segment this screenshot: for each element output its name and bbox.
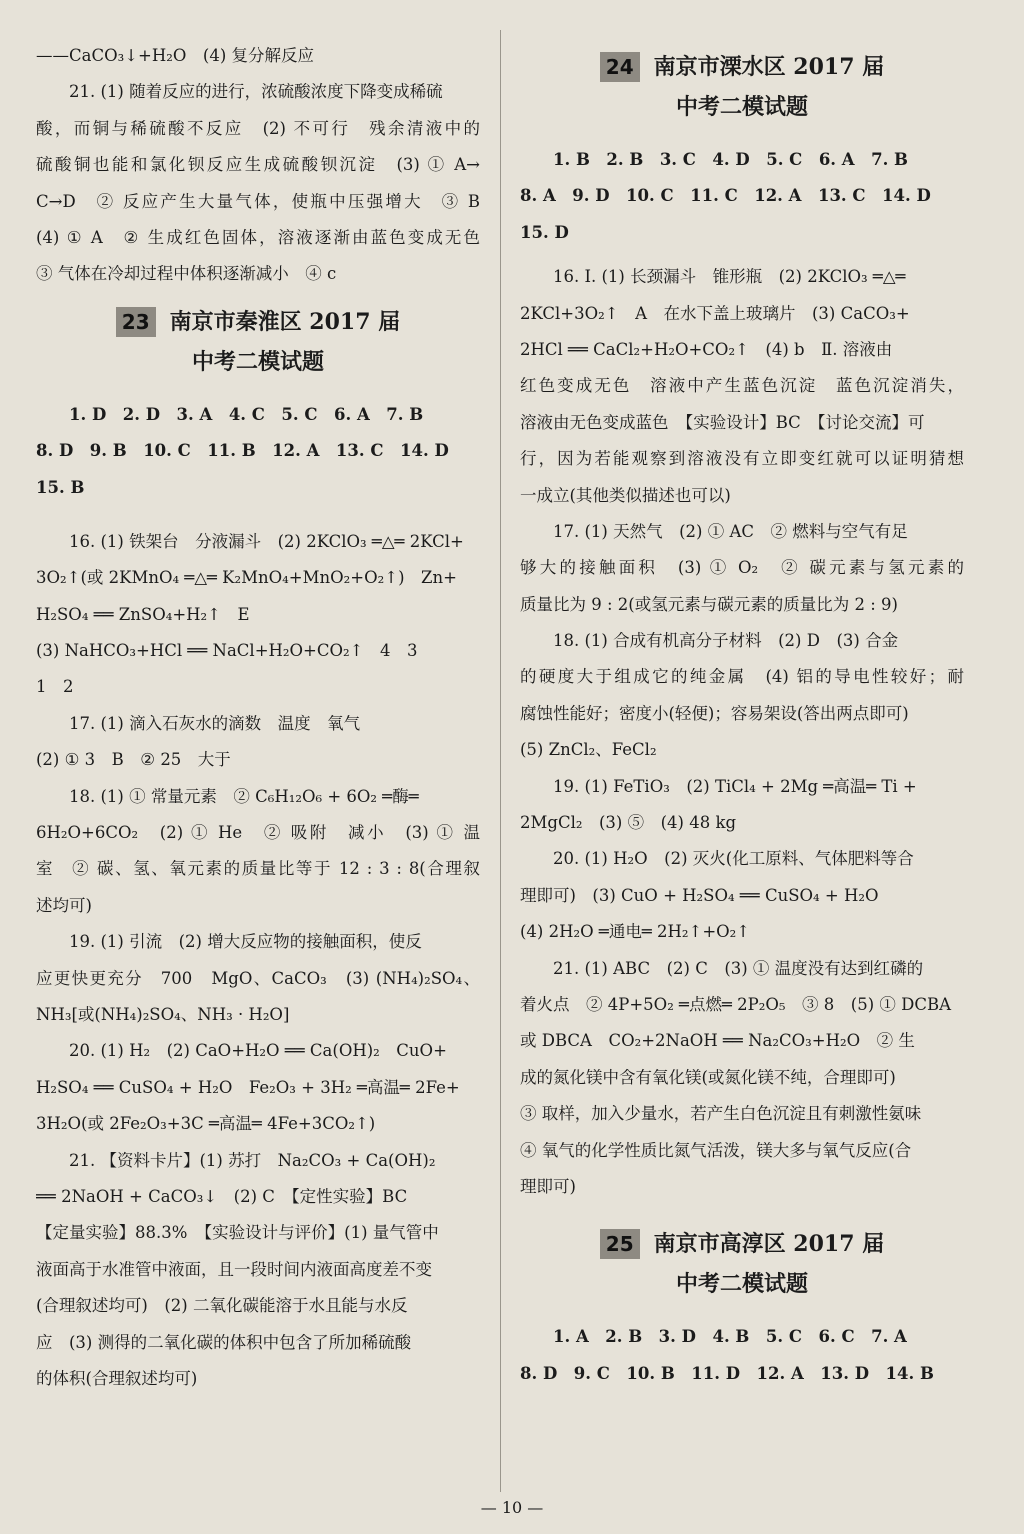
text-line: 17. (1) 天然气 (2) ① AC ② 燃料与空气有足 [553,521,908,541]
text-line: 2KCl+3O₂↑ A 在水下盖上玻璃片 (3) CaCO₃+ [520,303,910,323]
text-line: 质量比为 9 : 2(或氢元素与碳元素的质量比为 2 : 9) [520,594,898,614]
text-line: 应 (3) 测得的二氧化碳的体积中包含了所加稀硫酸 [36,1332,412,1352]
text-line: 16. Ⅰ. (1) 长颈漏斗 锥形瓶 (2) 2KClO₃ ═△═ [553,267,906,287]
text-line: 19. (1) FeTiO₃ (2) TiCl₄ + 2Mg ═高温═ Ti + [553,776,917,796]
text-line: (3) NaHCO₃+HCl ══ NaCl+H₂O+CO₂↑ 4 3 [36,641,418,661]
text-line: 理即可) [520,1176,576,1196]
answer-line: 1. B 2. B 3. C 4. D 5. C 6. A 7. B [553,150,908,169]
text-line: 硫酸铜也能和氯化钡反应生成硫酸钡沉淀 (3) ① A→ [36,155,480,175]
text-line: 18. (1) 合成有机高分子材料 (2) D (3) 合金 [553,631,899,651]
text-line: 室 ② 碳、氢、氧元素的质量比等于 12 : 3 : 8(合理叙 [36,859,480,879]
text-line: 应更快更充分 700 MgO、CaCO₃ (3) (NH₄)₂SO₄、 [36,968,480,988]
section-number: 24 [600,52,640,82]
section-heading-23 [36,305,480,389]
section-subtitle: 中考二模试题 [675,1271,808,1298]
text-line: 液面高于水准管中液面，且一段时间内液面高度差不变 [36,1259,432,1279]
text-line: 3O₂↑(或 2KMnO₄ ═△═ K₂MnO₄+MnO₂+O₂↑) Zn+ [36,568,457,588]
text-line: (4) 2H₂O ═通电═ 2H₂↑+O₂↑ [520,922,751,942]
answer-line: 8. D 9. C 10. B 11. D 12. A 13. D 14. B [520,1363,934,1383]
section-title: 南京市秦淮区 2017 届 [169,308,401,335]
text-line: 2HCl ══ CaCl₂+H₂O+CO₂↑ (4) b Ⅱ. 溶液由 [520,339,893,359]
text-line: 酸，而铜与稀硫酸不反应 (2) 不可行 残余清液中的 [36,118,480,138]
section-title: 南京市溧水区 2017 届 [653,54,885,80]
text-line: 腐蚀性能好；密度小(轻便)；容易架设(答出两点即可) [520,703,909,723]
section-heading-24 [520,50,964,134]
text-line: 21. (1) ABC (2) C (3) ① 温度没有达到红磷的 [553,958,924,978]
answer-line: 15. B [36,477,85,497]
text-line: H₂SO₄ ══ ZnSO₄+H₂↑ E [36,604,250,624]
text-line: 够大的接触面积 (3) ① O₂ ② 碳元素与氢元素的 [520,558,964,578]
answer-line: 8. A 9. D 10. C 11. C 12. A 13. C 14. D [520,186,931,206]
text-line: ——CaCO₃↓+H₂O (4) 复分解反应 [36,46,315,65]
text-line: 21. 【资料卡片】(1) 苏打 Na₂CO₃ + Ca(OH)₂ [69,1150,436,1170]
text-line: 16. (1) 铁架台 分液漏斗 (2) 2KClO₃ ═△═ 2KCl+ [69,531,464,551]
answer-line: 8. D 9. B 10. C 11. B 12. A 13. C 14. D [36,441,449,461]
answer-line: 15. D [520,222,569,242]
column-divider [500,30,501,1492]
text-line: 述均可) [36,895,92,915]
text-line: (合理叙述均可) (2) 二氧化碳能溶于水且能与水反 [36,1296,408,1316]
text-line: (4) ① A ② 生成红色固体，溶液逐渐由蓝色变成无色 [36,227,480,247]
text-line: 2MgCl₂ (3) ⑤ (4) 48 kg [520,813,737,833]
section-title: 南京市高淳区 2017 届 [653,1231,885,1258]
text-line: 【定量实验】88.3% 【实验设计与评价】(1) 量气管中 [36,1223,439,1243]
page-number: — 10 — [480,1498,544,1517]
text-line: ③ 气体在冷却过程中体积逐渐减小 ④ c [36,264,337,284]
text-line: 的硬度大于组成它的纯金属 (4) 铝的导电性较好；耐 [520,667,964,687]
text-line: 溶液由无色变成蓝色 【实验设计】BC 【讨论交流】可 [520,412,925,432]
text-line: 6H₂O+6CO₂ (2) ① He ② 吸附 减小 (3) ① 温 [36,823,480,843]
text-line: 20. (1) H₂ (2) CaO+H₂O ══ Ca(OH)₂ CuO+ [69,1041,447,1061]
text-line: 17. (1) 滴入石灰水的滴数 温度 氧气 [69,713,361,733]
text-line: 一成立(其他类似描述也可以) [520,485,731,505]
text-line: 着火点 ② 4P+5O₂ ═点燃═ 2P₂O₅ ③ 8 (5) ① DCBA [520,994,952,1014]
text-line: 21. (1) 随着反应的进行，浓硫酸浓度下降变成稀硫 [69,82,443,102]
section-subtitle: 中考二模试题 [191,348,324,375]
left-column [36,38,480,1397]
text-line: 理即可) (3) CuO + H₂SO₄ ══ CuSO₄ + H₂O [520,885,879,905]
text-line: (5) ZnCl₂、FeCl₂ [520,740,657,760]
text-line: 3H₂O(或 2Fe₂O₃+3C ═高温═ 4Fe+3CO₂↑) [36,1114,376,1134]
text-line: 成的氮化镁中含有氧化镁(或氮化镁不纯，合理即可) [520,1067,896,1087]
text-line: 20. (1) H₂O (2) 灭火(化工原料、气体肥料等合 [553,849,914,869]
text-line: 的体积(合理叙述均可) [36,1368,198,1388]
text-line: 红色变成无色 溶液中产生蓝色沉淀 蓝色沉淀消失， [520,376,964,396]
section-number: 23 [116,307,156,337]
text-line: 行，因为若能观察到溶液没有立即变红就可以证明猜想 [520,449,964,469]
text-line: H₂SO₄ ══ CuSO₄ + H₂O Fe₂O₃ + 3H₂ ═高温═ 2Fe+ [36,1077,460,1097]
answer-line: 1. D 2. D 3. A 4. C 5. C 6. A 7. B [69,404,424,424]
answer-line: 1. A 2. B 3. D 4. B 5. C 6. C 7. A [553,1327,907,1347]
right-column [520,50,964,1392]
text-line: ══ 2NaOH + CaCO₃↓ (2) C 【定性实验】BC [36,1186,408,1206]
text-line: ③ 取样，加入少量水，若产生白色沉淀且有刺激性氨味 [520,1104,922,1124]
text-line: NH₃[或(NH₄)₂SO₄、NH₃ · H₂O] [36,1004,290,1024]
text-line: 1 2 [36,677,74,697]
section-heading-25 [520,1227,964,1311]
text-line: 19. (1) 引流 (2) 增大反应物的接触面积，使反 [69,932,422,952]
text-line: C→D ② 反应产生大量气体，使瓶中压强增大 ③ B [36,191,480,211]
text-line: ④ 氧气的化学性质比氮气活泼，镁大多与氧气反应(合 [520,1140,912,1160]
text-line: 18. (1) ① 常量元素 ② C₆H₁₂O₆ + 6O₂ ═酶═ [69,786,419,806]
section-number: 25 [600,1229,640,1259]
text-line: 或 DBCA CO₂+2NaOH ══ Na₂CO₃+H₂O ② 生 [520,1031,915,1051]
section-subtitle: 中考二模试题 [675,94,808,120]
text-line: (2) ① 3 B ② 25 大于 [36,750,231,770]
